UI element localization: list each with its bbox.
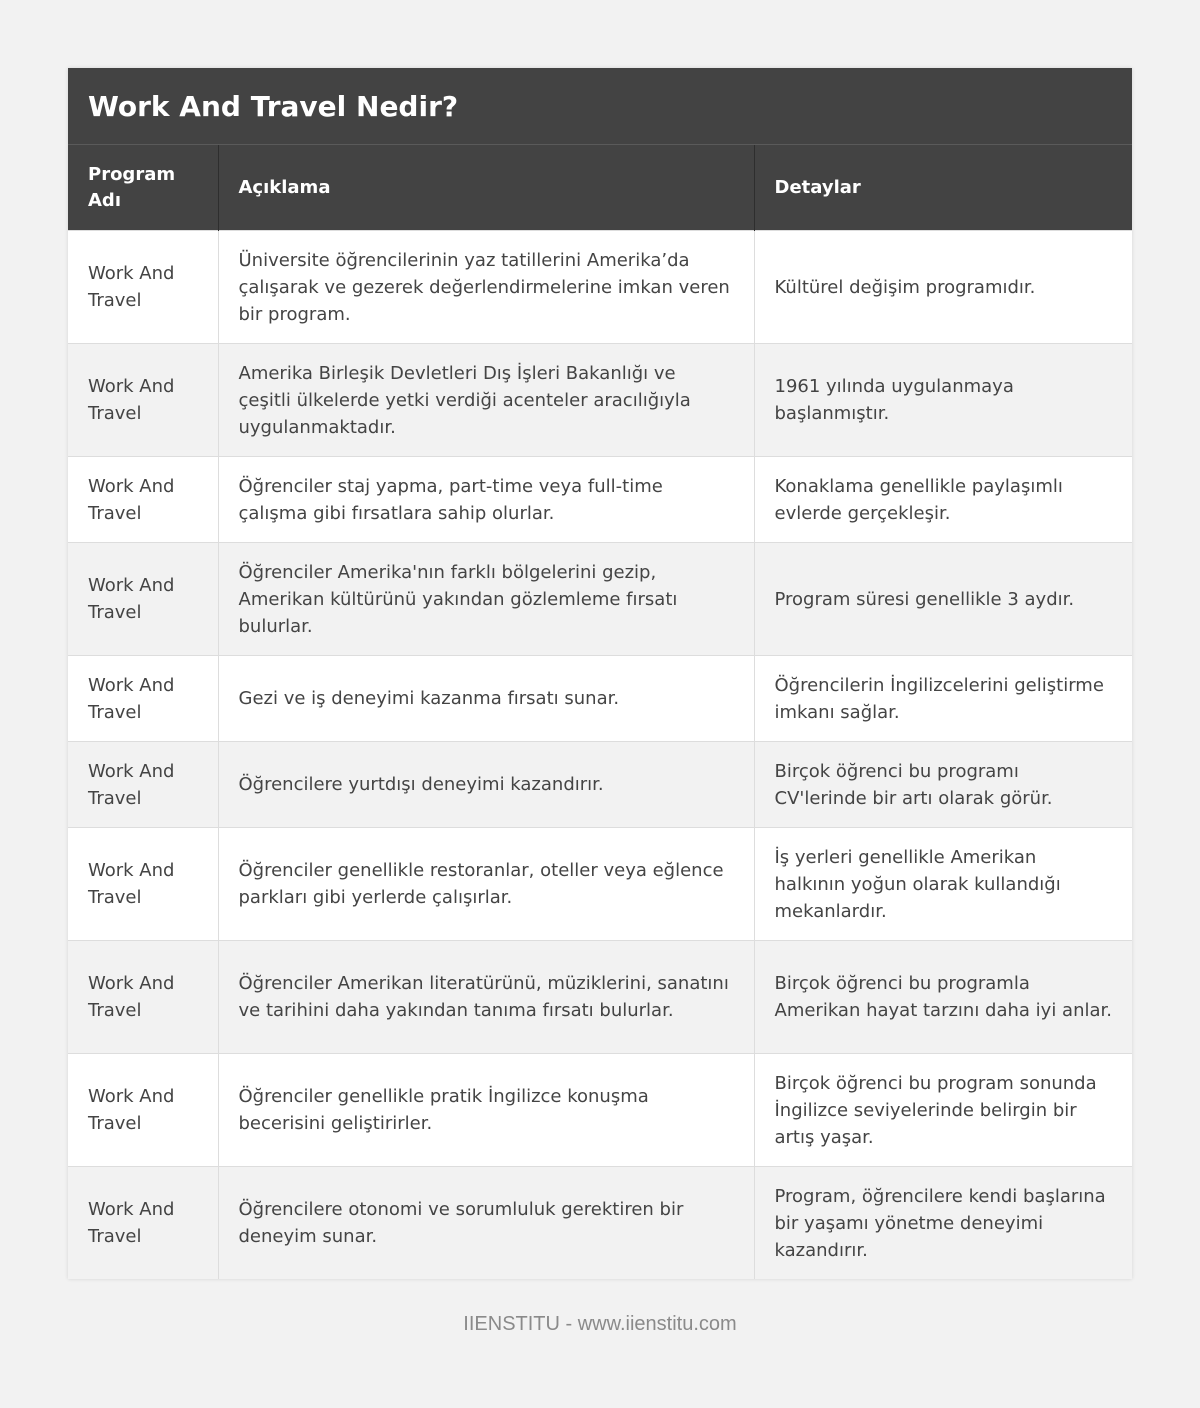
cell-description: Öğrenciler staj yapma, part-time veya full-time çalışma gibi fırsatlara sahip olurlar.	[218, 457, 754, 543]
cell-program: Work And Travel	[68, 344, 218, 457]
cell-details: Konaklama genellikle paylaşımlı evlerde gerçekleşir.	[754, 457, 1132, 543]
cell-program: Work And Travel	[68, 828, 218, 941]
table-row	[68, 231, 1132, 344]
cell-program: Work And Travel	[68, 1054, 218, 1167]
table-row	[68, 1167, 1132, 1280]
cell-details: Kültürel değişim programıdır.	[754, 231, 1132, 344]
cell-details: Program süresi genellikle 3 aydır.	[754, 543, 1132, 656]
column-header-program: Program Adı	[68, 145, 218, 231]
cell-description: Gezi ve iş deneyimi kazanma fırsatı sunar.	[218, 656, 754, 742]
cell-description: Öğrencilere yurtdışı deneyimi kazandırır.	[218, 742, 754, 828]
cell-program: Work And Travel	[68, 656, 218, 742]
cell-details: Birçok öğrenci bu programla Amerikan hayat tarzını daha iyi anlar.	[754, 941, 1132, 1054]
column-header-details: Detaylar	[754, 145, 1132, 231]
table-title: Work And Travel Nedir?	[68, 68, 1132, 145]
data-table	[68, 145, 1132, 1279]
cell-details: Birçok öğrenci bu program sonunda İngilizce seviyelerinde belirgin bir artış yaşar.	[754, 1054, 1132, 1167]
column-header-description: Açıklama	[218, 145, 754, 231]
cell-description: Üniversite öğrencilerinin yaz tatillerini Amerika’da çalışarak ve gezerek değerlendirmelerine imkan veren bir program.	[218, 231, 754, 344]
table-row	[68, 344, 1132, 457]
table-row	[68, 457, 1132, 543]
footer-credit: IIENSTITU - www.iienstitu.com	[463, 1313, 737, 1335]
cell-program: Work And Travel	[68, 742, 218, 828]
table-card	[68, 68, 1132, 1279]
cell-program: Work And Travel	[68, 941, 218, 1054]
table-row	[68, 941, 1132, 1054]
cell-details: Birçok öğrenci bu programı CV'lerinde bir artı olarak görür.	[754, 742, 1132, 828]
table-row	[68, 742, 1132, 828]
cell-description: Amerika Birleşik Devletleri Dış İşleri Bakanlığı ve çeşitli ülkelerde yetki verdiği acenteler aracılığıyla uygulanmaktadır.	[218, 344, 754, 457]
cell-details: 1961 yılında uygulanmaya başlanmıştır.	[754, 344, 1132, 457]
cell-description: Öğrenciler Amerika'nın farklı bölgelerini gezip, Amerikan kültürünü yakından gözlemleme fırsatı bulurlar.	[218, 543, 754, 656]
table-row	[68, 656, 1132, 742]
cell-program: Work And Travel	[68, 457, 218, 543]
cell-description: Öğrenciler genellikle restoranlar, oteller veya eğlence parkları gibi yerlerde çalışırlar.	[218, 828, 754, 941]
cell-program: Work And Travel	[68, 231, 218, 344]
cell-description: Öğrenciler genellikle pratik İngilizce konuşma becerisini geliştirirler.	[218, 1054, 754, 1167]
cell-description: Öğrencilere otonomi ve sorumluluk gerektiren bir deneyim sunar.	[218, 1167, 754, 1280]
cell-program: Work And Travel	[68, 1167, 218, 1280]
cell-program: Work And Travel	[68, 543, 218, 656]
cell-details: İş yerleri genellikle Amerikan halkının yoğun olarak kullandığı mekanlardır.	[754, 828, 1132, 941]
cell-details: Program, öğrencilere kendi başlarına bir yaşamı yönetme deneyimi kazandırır.	[754, 1167, 1132, 1280]
table-row	[68, 828, 1132, 941]
cell-details: Öğrencilerin İngilizcelerini geliştirme imkanı sağlar.	[754, 656, 1132, 742]
header-row	[68, 145, 1132, 231]
cell-description: Öğrenciler Amerikan literatürünü, müziklerini, sanatını ve tarihini daha yakından tanıma fırsatı bulurlar.	[218, 941, 754, 1054]
table-row	[68, 543, 1132, 656]
table-row	[68, 1054, 1132, 1167]
